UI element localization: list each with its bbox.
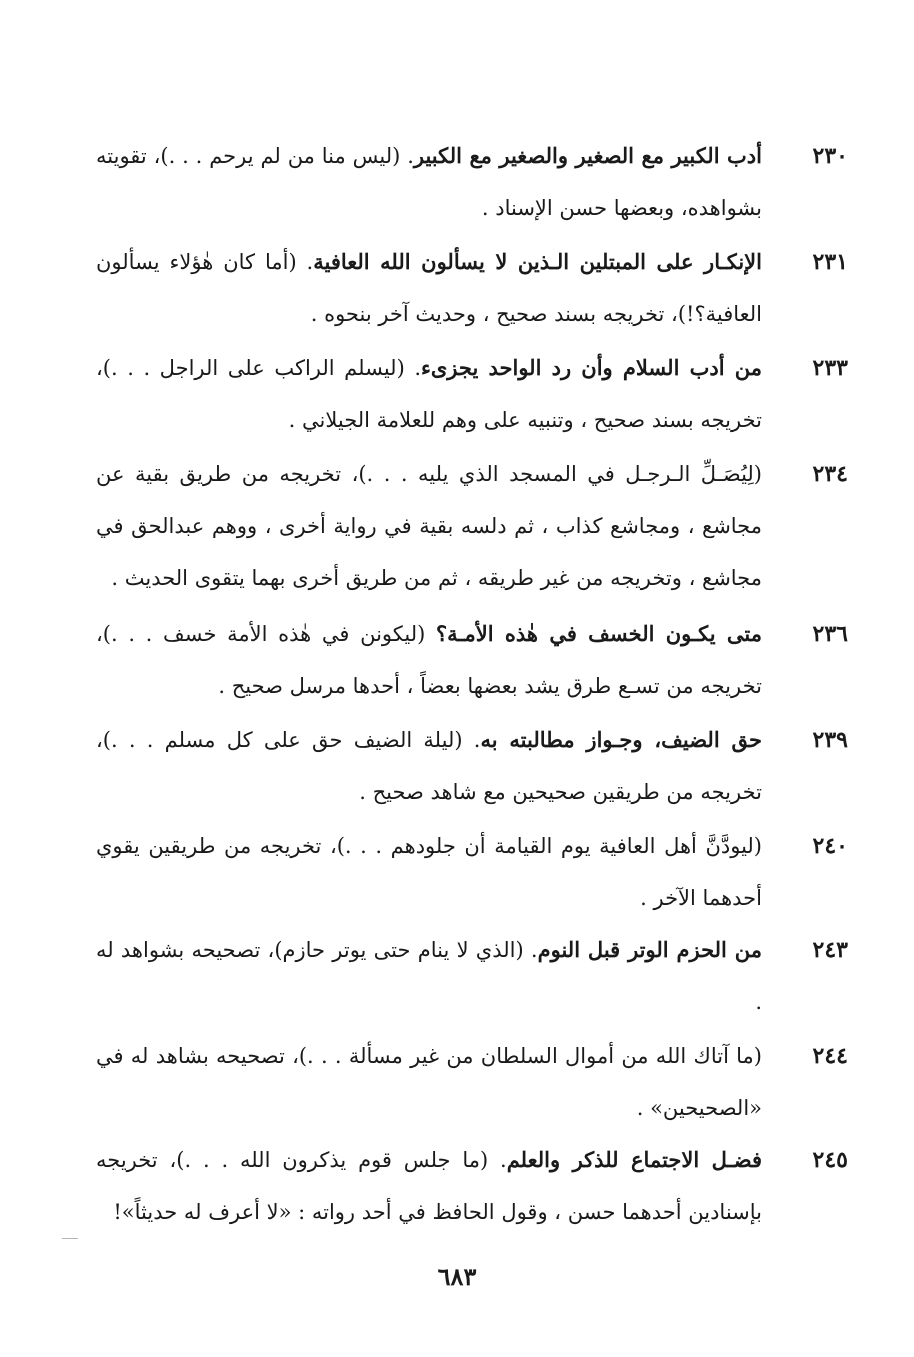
entry-230 (96, 130, 848, 234)
entry-239 (96, 714, 848, 818)
entry-body: (لِيُصَـلِّ الـرجـل في المسجد الذي يليه . . .)، تخريجه من طريق بقية عن مجاشع ، ومجاشع كذاب ، ثم دلسه بقية في رواية أخرى ، ووهم عبدالحق في مجاشع ، وتخريجه من غير طريقه ، ثم من طريق أخرى بهما يتقوى الحديث . (96, 462, 762, 590)
entry-text (96, 342, 762, 446)
entry-title: أدب الكبير مع الصغير والصغير مع الكبير (413, 143, 762, 168)
entry-body: . (الذي لا ينام حتى يوتر حازم)، تصحيحه بشواهد له . (96, 938, 762, 1014)
entry-text (96, 820, 762, 924)
entry-body: . (ليس منا من لم يرحم . . .)، تقويته بشواهده، وبعضها حسن الإسناد . (96, 144, 762, 220)
entry-231 (96, 236, 848, 340)
entry-body: (ليكونن في هٰذه الأمة خسف . . .)، تخريجه من تسـع طرق يشد بعضها بعضاً ، أحدها مرسل صحيح . (96, 622, 762, 698)
page-number: ٦٨٣ (437, 1262, 477, 1291)
entry-text (96, 1030, 762, 1134)
entry-text (96, 924, 762, 1028)
entry-243 (96, 924, 848, 1028)
entry-title: فضـل الاجتماع للذكر والعلم (506, 1147, 762, 1172)
entry-text (96, 130, 762, 234)
entry-240 (96, 820, 848, 924)
entry-title: الإنكـار على المبتلين الـذين لا يسألون الله العافية (313, 249, 762, 274)
margin-mark (62, 1238, 78, 1239)
entry-number: ٢٣٩ (812, 727, 848, 753)
entry-number: ٢٣٠ (812, 143, 848, 169)
entry-number: ٢٣١ (812, 249, 848, 275)
entry-number: ٢٣٣ (812, 355, 848, 381)
entry-title: من أدب السلام وأن رد الواحد يجزىء (421, 355, 762, 380)
entry-text (96, 714, 762, 818)
entry-number: ٢٤٠ (812, 833, 848, 859)
entry-245 (96, 1134, 848, 1238)
entry-body: . (ما جلس قوم يذكرون الله . . .)، تخريجه بإسنادين أحدهما حسن ، وقول الحافظ في أحد رواته : «لا أعرف له حديثاً»! (96, 1148, 762, 1224)
entry-number: ٢٤٣ (812, 937, 848, 963)
entry-number: ٢٤٤ (812, 1043, 848, 1069)
entry-number: ٢٤٥ (812, 1147, 848, 1173)
entry-title: حق الضيف، وجـواز مطالبته به (480, 727, 763, 752)
entry-body: (ليودَّنَّ أهل العافية يوم القيامة أن جلودهم . . .)، تخريجه من طريقين يقوي أحدهما الآخر . (96, 834, 762, 910)
entry-body: . (ليسلم الراكب على الراجل . . .)، تخريجه بسند صحيح ، وتنبيه على وهم للعلامة الجيلاني . (96, 356, 762, 432)
entry-body: (ما آتاك الله من أموال السلطان من غير مسألة . . .)، تصحيحه بشاهد له في «الصحيحين» . (96, 1044, 762, 1120)
entry-236 (96, 608, 848, 712)
entry-title: متى يكـون الخسف في هٰذه الأمـة؟ (435, 621, 762, 646)
entry-text (96, 608, 762, 712)
entry-text (96, 236, 762, 340)
entry-244 (96, 1030, 848, 1134)
entry-text (96, 1134, 762, 1238)
entry-text (96, 448, 762, 604)
entry-number: ٢٣٦ (812, 621, 848, 647)
entry-233 (96, 342, 848, 446)
entry-body: . (أما كان هٰؤلاء يسألون العافية؟!)، تخريجه بسند صحيح ، وحديث آخر بنحوه . (96, 250, 762, 326)
entry-234 (96, 448, 848, 604)
entry-number: ٢٣٤ (812, 461, 848, 487)
entry-title: من الحزم الوتر قبل النوم (537, 937, 762, 962)
entry-body: . (ليلة الضيف حق على كل مسلم . . .)، تخريجه من طريقين صحيحين مع شاهد صحيح . (96, 728, 762, 804)
